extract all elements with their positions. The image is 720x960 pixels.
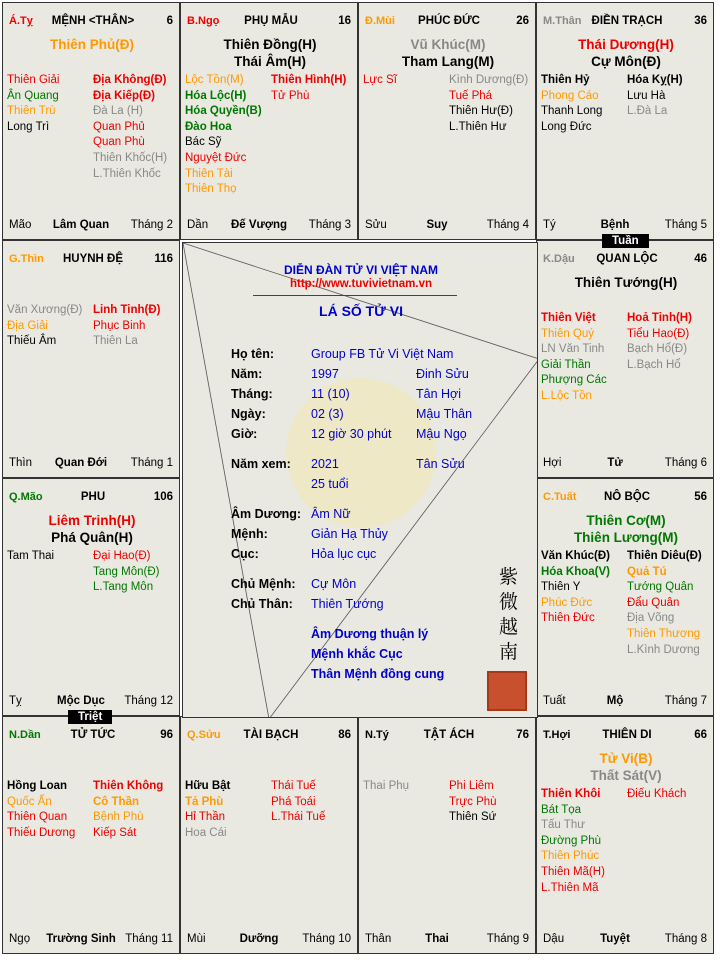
minor-star: Tấu Thư (541, 819, 585, 832)
minor-star: Phục Binh (93, 319, 146, 332)
palace-name: HUYNH ĐỆ (62, 253, 124, 265)
minor-star: Đẩu Quân (627, 596, 680, 609)
minor-star: Thiên Giải (7, 74, 60, 86)
major-star: Cự Môn(Đ) (591, 54, 661, 69)
minor-star: Tam Thai (7, 550, 55, 562)
watermark-emblem (286, 378, 436, 528)
palace-name: QUAN LỘC (596, 253, 658, 265)
minor-star: Lộc Tồn(M) (185, 74, 244, 86)
minor-star: Giải Thần (541, 358, 591, 371)
palace-name: MỆNH <THÂN> (51, 15, 135, 27)
major-star: Thiên Lương(M) (573, 530, 679, 545)
minor-star: Bạch Hổ(Đ) (627, 343, 688, 356)
minor-star: Địa Không(Đ) (93, 74, 167, 86)
minor-star: L.Tang Môn (93, 581, 154, 594)
center-panel (182, 242, 538, 718)
forum-title: DIỄN ĐÀN TỬ VI VIỆT NAM (284, 263, 438, 277)
minor-stars-left (541, 549, 610, 627)
minor-star: Nguyệt Đức (185, 151, 247, 164)
minor-star: Thiên Quý (541, 327, 595, 340)
palace-stem-branch: Á.Tỵ (9, 15, 33, 27)
minor-star: Thiên Khôi (541, 788, 601, 800)
minor-stars-left (363, 779, 409, 795)
minor-star: Hoa Cái (185, 826, 227, 839)
info-value: Group FB Tử Vi Việt Nam (311, 347, 454, 361)
minor-stars-right (271, 73, 346, 104)
minor-star: Văn Khúc(Đ) (541, 550, 610, 562)
palace-life-stage: Dưỡng (239, 933, 279, 945)
minor-stars-right (93, 303, 161, 350)
summary-note: Âm Dương thuận lý (311, 627, 429, 641)
palace-branch: Tuất (543, 695, 566, 707)
palace-cell[interactable] (536, 478, 714, 716)
minor-stars-right (93, 73, 167, 182)
minor-star: Bác Sỹ (185, 136, 222, 149)
major-star: Liêm Trinh(H) (48, 513, 136, 528)
major-star: Tử Vi(B) (599, 751, 653, 766)
minor-stars-left (7, 303, 82, 350)
minor-star: Thai Phụ (363, 780, 410, 792)
minor-stars-right (627, 549, 702, 658)
minor-stars-left (7, 73, 59, 135)
minor-star: L.Bạch Hổ (627, 358, 681, 371)
minor-star: Quả Tú (627, 565, 667, 578)
palace-branch: Mùi (187, 933, 206, 945)
palace-stem-branch: K.Dậu (543, 253, 575, 265)
palace-month: Tháng 6 (664, 457, 707, 469)
palace-month: Tháng 2 (130, 219, 173, 231)
minor-star: Tiểu Hao(Đ) (627, 327, 690, 340)
minor-star: Long Trì (7, 120, 50, 133)
minor-star: Hồng Loan (7, 780, 68, 792)
major-star: Vũ Khúc(M) (410, 37, 486, 52)
minor-stars-left (541, 73, 602, 135)
minor-star: Thiên Hư(Đ) (449, 105, 513, 118)
palace-stem-branch: Đ.Mùi (365, 15, 395, 27)
minor-star: Thiên Trù (7, 105, 56, 118)
red-seal-stamp (487, 671, 527, 711)
minor-star: Thiên Quan (7, 811, 68, 824)
forum-url[interactable]: http://www.tuvivietnam.vn (289, 278, 433, 290)
info-value: Cự Môn (311, 577, 357, 591)
minor-star: Kiếp Sát (93, 826, 137, 839)
minor-star: Đại Hao(Đ) (93, 550, 151, 562)
summary-note: Thân Mệnh đồng cung (311, 667, 445, 681)
minor-star: Đà La (H) (93, 105, 143, 118)
major-star: Thái Âm(H) (234, 54, 306, 69)
minor-star: Tả Phù (185, 795, 224, 808)
minor-stars-right (449, 779, 497, 826)
minor-star: Bệnh Phù (93, 811, 144, 824)
minor-stars-left (185, 779, 230, 841)
palace-cell[interactable] (358, 2, 536, 240)
minor-star: Tướng Quân (627, 581, 694, 594)
minor-star: Thiên Sứ (449, 811, 497, 824)
major-star: Phá Quân(H) (51, 530, 133, 545)
palace-branch: Hợi (543, 457, 562, 469)
info-value: 02 (3) (311, 407, 344, 421)
minor-star: Lưu Hà (627, 89, 666, 102)
palace-branch: Sửu (365, 219, 387, 231)
palace-name: PHỤ MẪU (244, 15, 298, 27)
palace-month: Tháng 5 (664, 219, 707, 231)
minor-star: Thiên Việt (541, 312, 596, 324)
minor-star: Linh Tinh(Đ) (93, 304, 161, 316)
info-label: Năm: (231, 367, 263, 381)
minor-star: Thiên Phúc (541, 850, 600, 863)
minor-star: Phi Liêm (449, 780, 494, 792)
palace-cell[interactable] (358, 716, 536, 954)
palace-life-stage: Mộc Dục (57, 695, 105, 707)
palace-life-stage: Lâm Quan (52, 219, 110, 231)
minor-star: L.Thiên Hư (449, 120, 507, 133)
palace-life-stage: Trường Sinh (46, 933, 116, 945)
minor-star: Tuế Phá (449, 89, 493, 102)
info-value: 1997 (311, 367, 339, 381)
major-star: Tham Lang(M) (401, 54, 495, 69)
minor-stars-right (271, 779, 325, 826)
palace-cell[interactable] (536, 716, 714, 954)
palace-number: 76 (516, 729, 529, 741)
palace-month: Tháng 3 (308, 219, 351, 231)
palace-cell[interactable] (2, 2, 180, 240)
chart-title: LÁ SỐ TỬ VI (319, 303, 403, 319)
palace-name: TÀI BẠCH (243, 729, 299, 741)
info-value: Hỏa lục cục (311, 547, 377, 561)
minor-star: Thái Tuế (271, 780, 316, 792)
palace-life-stage: Bệnh (600, 219, 630, 231)
palace-month: Tháng 9 (486, 933, 529, 945)
minor-star: Lực Sĩ (363, 74, 397, 86)
vertical-calligraphy: 紫微越南 (499, 566, 519, 663)
minor-stars-right (627, 787, 686, 803)
palace-name: PHU (80, 491, 106, 503)
info-extra: Tân Hợi (416, 387, 462, 401)
palace-name: TẬT ÁCH (423, 729, 475, 741)
info-extra: Tân Sửu (416, 457, 465, 471)
minor-star: Thiên Tài (185, 167, 233, 180)
palace-number: 96 (160, 729, 173, 741)
minor-star: Hữu Bật (185, 780, 231, 792)
minor-star: Thiên Khốc(H) (93, 151, 168, 164)
palace-number: 116 (154, 253, 173, 265)
palace-cell[interactable] (536, 240, 714, 478)
minor-stars-left (7, 549, 54, 565)
palace-month: Tháng 7 (664, 695, 707, 707)
minor-stars-right (627, 311, 692, 373)
info-label: Chủ Mệnh: (231, 577, 296, 591)
info-extra: Mậu Thân (416, 407, 473, 421)
info-label: Ngày: (231, 407, 266, 421)
palace-name: ĐIỀN TRẠCH (591, 15, 663, 27)
info-label: Họ tên: (231, 347, 275, 361)
info-label: Âm Dương: (231, 507, 302, 521)
palace-branch: Mão (9, 219, 32, 231)
minor-star: Văn Xương(Đ) (7, 304, 83, 316)
palace-number: 106 (153, 491, 173, 503)
minor-stars-right (449, 73, 528, 135)
minor-star: Phúc Đức (541, 596, 593, 609)
palace-life-stage: Đế Vượng (230, 219, 288, 231)
info-value: Thiên Tướng (311, 597, 384, 611)
minor-star: Thiên Không (93, 780, 164, 792)
minor-star: L.Thiên Mã (541, 881, 599, 894)
palace-life-stage: Tuyệt (600, 933, 630, 945)
minor-stars-left (541, 311, 607, 405)
palace-cell[interactable] (2, 716, 180, 954)
major-star: Thiên Cơ(M) (586, 513, 666, 528)
minor-star: Long Đức (541, 120, 592, 133)
aspect-line (183, 243, 538, 359)
minor-star: Hỉ Thần (185, 811, 226, 824)
palace-stem-branch: M.Thân (543, 15, 582, 27)
minor-star: Hóa Quyền(B) (185, 105, 262, 118)
minor-star: Thiên Y (541, 581, 581, 594)
palace-month: Tháng 10 (302, 933, 351, 945)
palace-branch: Tý (543, 219, 556, 231)
minor-stars-left (363, 73, 397, 89)
minor-star: Thiên Hình(H) (271, 74, 347, 86)
minor-stars-right (93, 549, 159, 596)
minor-star: Trực Phù (449, 795, 497, 808)
palace-stem-branch: N.Dần (9, 729, 41, 741)
minor-stars-left (541, 787, 605, 896)
palace-month: Tháng 1 (130, 457, 173, 469)
info-extra: Mậu Ngọ (416, 427, 467, 441)
major-star: Thiên Tướng(H) (574, 275, 678, 290)
palace-number: 46 (694, 253, 707, 265)
palace-life-stage: Mộ (606, 695, 624, 707)
minor-star: Phượng Các (541, 374, 607, 387)
info-value: 11 (10) (311, 387, 350, 401)
palace-stem-branch: Q.Sửu (187, 729, 221, 741)
minor-star: Phá Toái (271, 795, 316, 808)
palace-life-stage: Tử (607, 457, 623, 469)
palace-cell[interactable] (180, 716, 358, 954)
minor-star: Cô Thần (93, 795, 139, 808)
info-value: Giản Hạ Thủy (311, 527, 388, 541)
tuan-marker: Tuần (602, 234, 649, 248)
palace-name: TỬ TỨC (70, 729, 116, 741)
minor-star: Thiên Hỷ (541, 74, 590, 86)
minor-star: Kình Dương(Đ) (449, 74, 529, 86)
info-label: Tháng: (231, 387, 273, 401)
palace-stem-branch: C.Tuất (543, 491, 577, 503)
minor-star: Địa Giải (7, 319, 48, 332)
minor-stars-left (185, 73, 262, 198)
palace-life-stage: Suy (426, 219, 448, 231)
info-value: 25 tuổi (311, 477, 349, 491)
palace-stem-branch: Q.Mão (9, 491, 43, 503)
palace-number: 56 (694, 491, 707, 503)
palace-branch: Dậu (543, 933, 565, 945)
minor-star: L.Kình Dương (627, 643, 700, 656)
palace-cell[interactable] (2, 240, 180, 478)
palace-name: THIÊN DI (602, 729, 652, 741)
minor-star: Hóa Lộc(H) (185, 89, 247, 102)
palace-branch: Thìn (9, 457, 33, 469)
triet-marker: Triệt (68, 710, 112, 724)
palace-stem-branch: G.Thìn (9, 253, 44, 265)
minor-star: Thanh Long (541, 105, 603, 118)
minor-star: LN Văn Tinh (541, 343, 605, 356)
palace-branch: Tỵ (9, 695, 22, 707)
minor-star: Tử Phù (271, 89, 310, 102)
minor-star: Đào Hoa (185, 120, 232, 133)
minor-star: Bát Tọa (541, 803, 582, 816)
palace-number: 86 (338, 729, 351, 741)
minor-stars-left (7, 779, 75, 841)
major-star: Thái Dương(H) (578, 37, 674, 52)
palace-stem-branch: T.Hợi (543, 729, 571, 741)
palace-branch: Dần (187, 219, 209, 231)
minor-star: Thiên Thương (627, 627, 701, 640)
palace-stem-branch: B.Ngọ (187, 15, 220, 27)
palace-name: PHÚC ĐỨC (418, 15, 480, 27)
palace-month: Tháng 4 (486, 219, 529, 231)
minor-star: Tang Môn(Đ) (93, 565, 160, 578)
minor-star: Thiên Đức (541, 612, 595, 625)
minor-star: L.Thái Tuế (271, 811, 326, 824)
palace-life-stage: Quan Đới (54, 457, 108, 469)
palace-month: Tháng 11 (125, 933, 173, 945)
info-label: Mệnh: (231, 527, 268, 541)
minor-star: Địa Võng (627, 612, 675, 625)
minor-star: Quan Phù (93, 136, 145, 149)
info-value: Âm Nữ (311, 507, 351, 521)
major-star: Thất Sát(V) (590, 768, 662, 783)
minor-star: Ân Quang (7, 89, 59, 102)
minor-star: Hóa Kỵ(H) (627, 74, 683, 86)
divider (253, 295, 457, 296)
info-label: Năm xem: (231, 457, 291, 471)
minor-star: Thiếu Dương (7, 826, 76, 839)
minor-stars-right (93, 779, 163, 841)
palace-number: 16 (338, 15, 351, 27)
palace-life-stage: Thai (425, 933, 449, 945)
info-label: Giờ: (231, 427, 258, 441)
minor-star: Quan Phủ (93, 120, 145, 133)
minor-star: Đường Phù (541, 834, 601, 847)
minor-star: Thiên Mã(H) (541, 865, 605, 878)
minor-star: Thiên Diêu(Đ) (627, 550, 702, 562)
palace-month: Tháng 8 (664, 933, 707, 945)
info-value: 12 giờ 30 phút (311, 427, 392, 441)
palace-cell[interactable] (536, 2, 714, 240)
palace-number: 26 (516, 15, 529, 27)
horoscope-board (2, 2, 718, 958)
palace-cell[interactable] (2, 478, 180, 716)
minor-star: L.Thiên Khốc (93, 167, 161, 180)
minor-star: Điếu Khách (627, 788, 687, 800)
minor-star: L.Lộc Tồn (541, 389, 592, 402)
info-extra: Đinh Sửu (416, 367, 469, 381)
info-label: Chủ Thân: (231, 597, 293, 611)
minor-star: Phong Cáo (541, 89, 599, 102)
palace-branch: Thân (365, 933, 392, 945)
minor-star: Thiên Thọ (185, 183, 237, 196)
major-star: Thiên Phủ(Đ) (50, 37, 134, 52)
palace-branch: Ngọ (9, 933, 31, 945)
palace-month: Tháng 12 (124, 695, 173, 707)
minor-star: L.Đà La (627, 105, 668, 118)
palace-number: 6 (166, 15, 173, 27)
info-label: Cục: (231, 547, 259, 561)
major-star: Thiên Đồng(H) (223, 37, 317, 52)
minor-star: Hóa Khoa(V) (541, 565, 610, 578)
palace-number: 36 (694, 15, 707, 27)
minor-star: Quốc Ấn (7, 795, 52, 808)
minor-star: Hoả Tinh(H) (627, 312, 692, 324)
minor-stars-right (627, 73, 683, 120)
summary-note: Mệnh khắc Cục (311, 647, 403, 661)
info-value: 2021 (311, 457, 339, 471)
palace-stem-branch: N.Tý (365, 729, 389, 741)
minor-star: Thiên La (93, 335, 138, 348)
palace-name: NÔ BỘC (604, 491, 650, 503)
minor-star: Địa Kiếp(Đ) (93, 89, 155, 102)
palace-number: 66 (694, 729, 707, 741)
minor-star: Thiếu Âm (7, 335, 57, 348)
palace-cell[interactable] (180, 2, 358, 240)
